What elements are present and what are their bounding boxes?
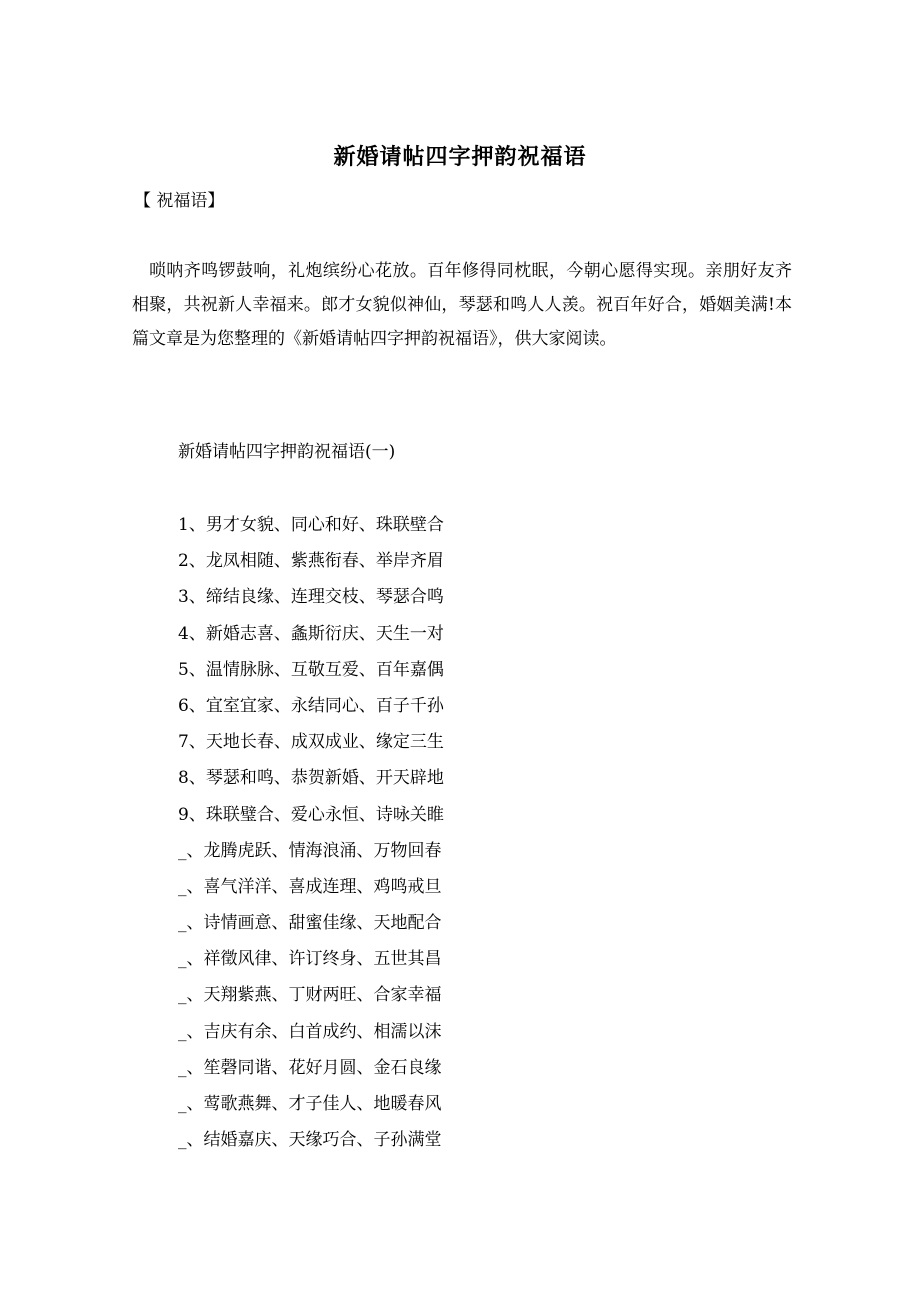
list-item: _、诗情画意、甜蜜佳缘、天地配合 — [178, 913, 442, 934]
list-item: _、莺歌燕舞、才子佳人、地暖春风 — [178, 1094, 442, 1114]
list-item: _、吉庆有余、白首成约、相濡以沫 — [178, 1021, 442, 1042]
section-heading: 新婚请帖四字押韵祝福语(一) — [178, 442, 396, 462]
list-item: 6、宜室宜家、永结同心、百子千孙 — [178, 695, 444, 716]
list-item: 8、琴瑟和鸣、恭贺新婚、开天辟地 — [178, 768, 444, 789]
list-item: _、祥徵风律、许订终身、五世其昌 — [178, 949, 442, 970]
list-item: 5、温情脉脉、互敬互爱、百年嘉偶 — [178, 659, 444, 680]
list-item: _、龙腾虎跃、情海浪涌、万物回春 — [178, 840, 442, 861]
intro-paragraph: 唢呐齐鸣锣鼓响，礼炮缤纷心花放。百年修得同枕眠，今朝心愿得实现。亲朋好友齐相聚，共祝新人幸福来。郎才女貌似神仙，琴瑟和鸣人人羡。祝百年好合，婚姻美满!本篇文章是为您整理的《新婚请帖四字押韵祝福语》，供大家阅读。 — [132, 261, 792, 349]
list-item: 3、缔结良缘、连理交枝、琴瑟合鸣 — [178, 587, 444, 608]
list-item: 2、龙凤相随、紫燕衔春、举岸齐眉 — [178, 551, 444, 572]
blessing-list — [178, 507, 444, 1158]
list-item: 1、男才女貌、同心和好、珠联壁合 — [178, 515, 444, 535]
list-item: _、结婚嘉庆、天缘巧合、子孙满堂 — [178, 1130, 442, 1151]
list-item: 9、珠联璧合、爱心永恒、诗咏关睢 — [178, 804, 444, 825]
list-item: 4、新婚志喜、螽斯衍庆、天生一对 — [178, 623, 444, 644]
list-item: _、笙磬同谐、花好月圆、金石良缘 — [178, 1057, 442, 1078]
list-item: 7、天地长春、成双成业、缘定三生 — [178, 732, 444, 753]
list-item: _、天翔紫燕、丁财两旺、合家幸福 — [178, 985, 442, 1006]
list-item: _、喜气洋洋、喜成连理、鸡鸣戒旦 — [178, 876, 442, 897]
document-title: 新婚请帖四字押韵祝福语 — [333, 144, 587, 170]
category-tag: 【 祝福语】 — [134, 191, 225, 211]
